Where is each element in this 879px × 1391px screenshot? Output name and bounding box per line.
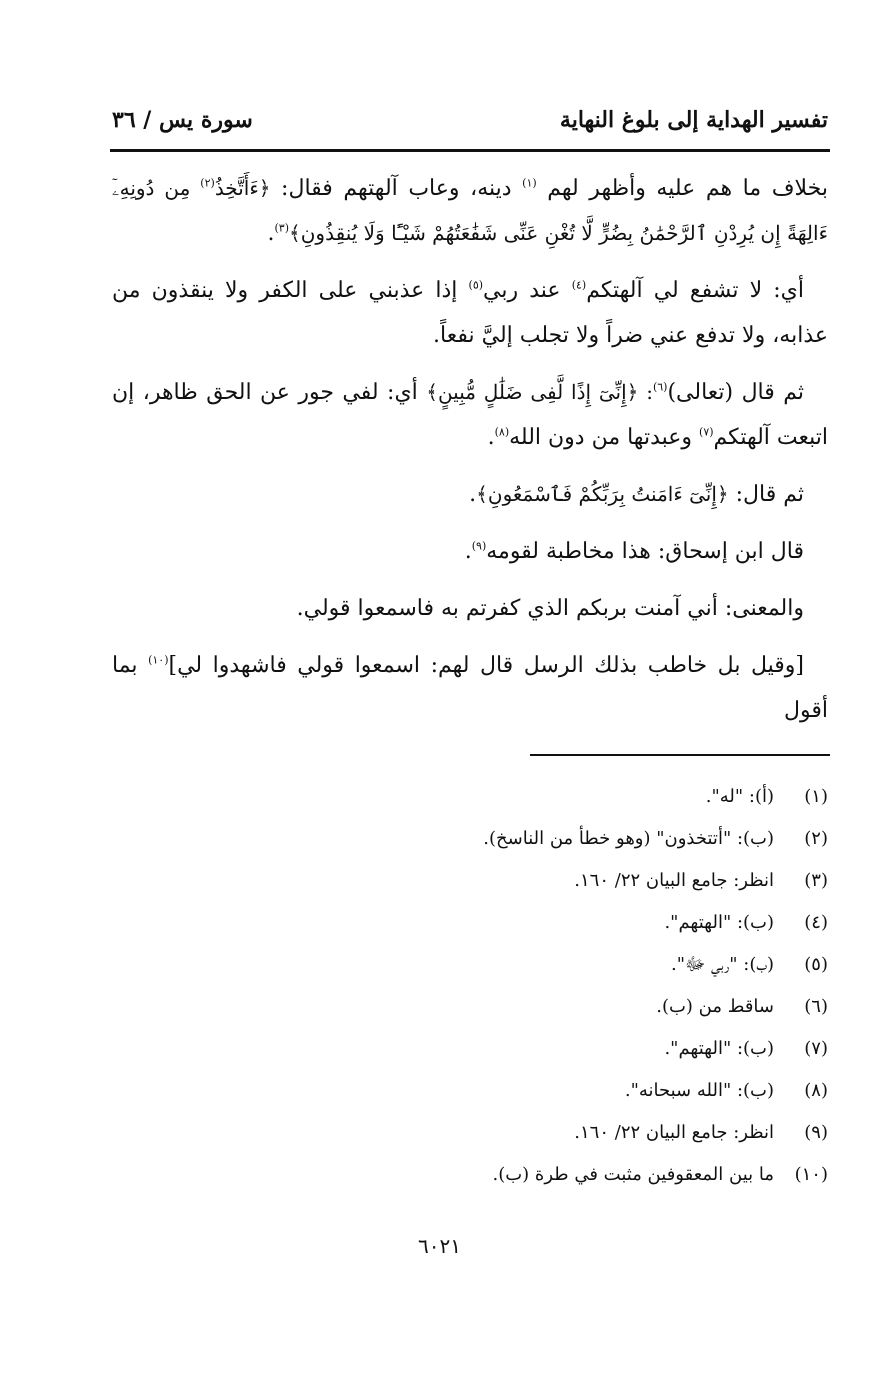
paragraph-3	[112, 370, 828, 460]
footnote-ref-9[interactable]: (٩)	[471, 539, 487, 553]
footnote-text: (ب): "الهتهم".	[664, 912, 774, 933]
text-run: أي: لا تشفع لي آلهتكم	[586, 278, 804, 303]
text-run: .	[267, 221, 275, 246]
footnote-rule	[530, 754, 830, 756]
paragraph-7	[112, 643, 828, 733]
page-number: ٦٠٢١	[418, 1234, 461, 1258]
footnote-item	[112, 776, 828, 818]
text-run: .	[464, 539, 472, 564]
footnote-item	[112, 1070, 828, 1112]
quran-verse: : ﴿إِنِّىٓ إِذًا لَّفِى ضَلَٰلٍ مُّبِينٍ﴾	[426, 380, 653, 404]
paragraph-5	[112, 529, 828, 574]
footnote-ref-10[interactable]: (١٠)	[148, 653, 169, 667]
text-run: وعبدتها من دون الله	[509, 425, 700, 450]
quran-verse: ﴿ءَأَتَّخِذُ	[214, 176, 271, 200]
paragraph-4	[112, 472, 828, 517]
footnote-text: ساقط من (ب).	[656, 996, 774, 1017]
footnote-text: (ب): "ربي ﷻ".	[671, 954, 774, 975]
surah-label: سورة يس / ٣٦	[112, 107, 253, 133]
text-run: إذا عذبني على الكفر ولا ينقذون من عذابه، ولا تدفع عني ضراً ولا تجلب إليَّ نفعاً.	[112, 278, 828, 348]
footnote-number: (٧)	[804, 1038, 828, 1059]
footnote-number: (٩)	[804, 1122, 828, 1143]
text-run: أي: لفي جور عن الحق ظاهر، إن اتبعت آلهتكم	[112, 380, 828, 450]
header-rule	[110, 149, 830, 152]
paragraph-6	[112, 586, 828, 631]
footnote-number: (٤)	[804, 912, 828, 933]
footnote-ref-3[interactable]: (٣)	[274, 221, 290, 235]
footnote-item	[112, 902, 828, 944]
footnote-text: (ب): "الله سبحانه".	[624, 1080, 774, 1101]
text-run: بخلاف ما هم عليه وأظهر لهم	[536, 176, 828, 201]
running-head	[112, 100, 828, 140]
text-run: [وقيل بل خاطب بذلك الرسل قال لهم: اسمعوا قولي فاشهدوا لي]	[168, 653, 804, 678]
footnote-ref-4[interactable]: (٤)	[571, 278, 587, 292]
text-run: .	[469, 482, 477, 507]
text-run: دينه، وعاب آلهتهم فقال:	[270, 176, 523, 201]
text-run: .	[487, 425, 495, 450]
text-run: ثم قال (تعالى)	[667, 380, 804, 405]
paragraph-2	[112, 268, 828, 358]
body-text	[112, 166, 828, 745]
footnote-number: (١٠)	[794, 1164, 828, 1185]
book-title: تفسير الهداية إلى بلوغ النهاية	[559, 107, 828, 133]
quran-verse: ﴿إِنِّىٓ ءَامَنتُ بِرَبِّكُمْ فَٱسْمَعُونِ﴾	[476, 482, 729, 506]
text-run: عند ربي	[483, 278, 572, 303]
footnote-ref-5[interactable]: (٥)	[468, 278, 484, 292]
footnote-ref-6[interactable]: (٦)	[652, 380, 668, 394]
footnote-number: (٢)	[804, 828, 828, 849]
text-run: والمعنى: أني آمنت بربكم الذي كفرتم به فاسمعوا قولي.	[296, 596, 804, 621]
footnote-item	[112, 860, 828, 902]
paragraph-1	[112, 166, 828, 256]
footnote-item	[112, 986, 828, 1028]
footnote-number: (٣)	[804, 870, 828, 891]
footnote-text: ما بين المعقوفين مثبت في طرة (ب).	[492, 1164, 774, 1185]
footnote-text: (أ): "له".	[705, 786, 774, 807]
footnote-number: (٨)	[804, 1080, 828, 1101]
footnote-number: (٥)	[804, 954, 828, 975]
footnote-item	[112, 818, 828, 860]
footnote-number: (١)	[804, 786, 828, 807]
text-run: قال ابن إسحاق: هذا مخاطبة لقومه	[486, 539, 804, 564]
footnote-text: انظر: جامع البيان ٢٢/ ١٦٠.	[574, 1122, 774, 1143]
text-run: ثم قال:	[728, 482, 804, 507]
footnote-text: (ب): "أتتخذون" (وهو خطأ من الناسخ).	[483, 828, 774, 849]
footnote-ref-8[interactable]: (٨)	[494, 425, 510, 439]
quran-verse: مِن دُونِهِۦٓ ءَالِهَةً إِن يُرِدْنِ ٱلرَّحْمَٰنُ بِضُرٍّ لَّا تُغْنِ عَنِّى شَفَٰعَتُهُمْ شَيْـًٔا وَلَا يُنقِذُونِ﴾	[112, 176, 828, 245]
footnote-item	[112, 1112, 828, 1154]
footnotes-list	[112, 776, 828, 1196]
footnote-ref-7[interactable]: (٧)	[699, 425, 714, 439]
footnote-item	[112, 1154, 828, 1196]
footnote-number: (٦)	[804, 996, 828, 1017]
footnote-ref-1[interactable]: (١)	[522, 176, 537, 190]
footnote-item	[112, 1028, 828, 1070]
footnote-ref-2[interactable]: (٢)	[200, 176, 215, 190]
footnote-text: انظر: جامع البيان ٢٢/ ١٦٠.	[574, 870, 774, 891]
footnote-item	[112, 944, 828, 986]
text-run: بما أقول	[112, 653, 828, 723]
footnote-text: (ب): "الهتهم".	[664, 1038, 774, 1059]
